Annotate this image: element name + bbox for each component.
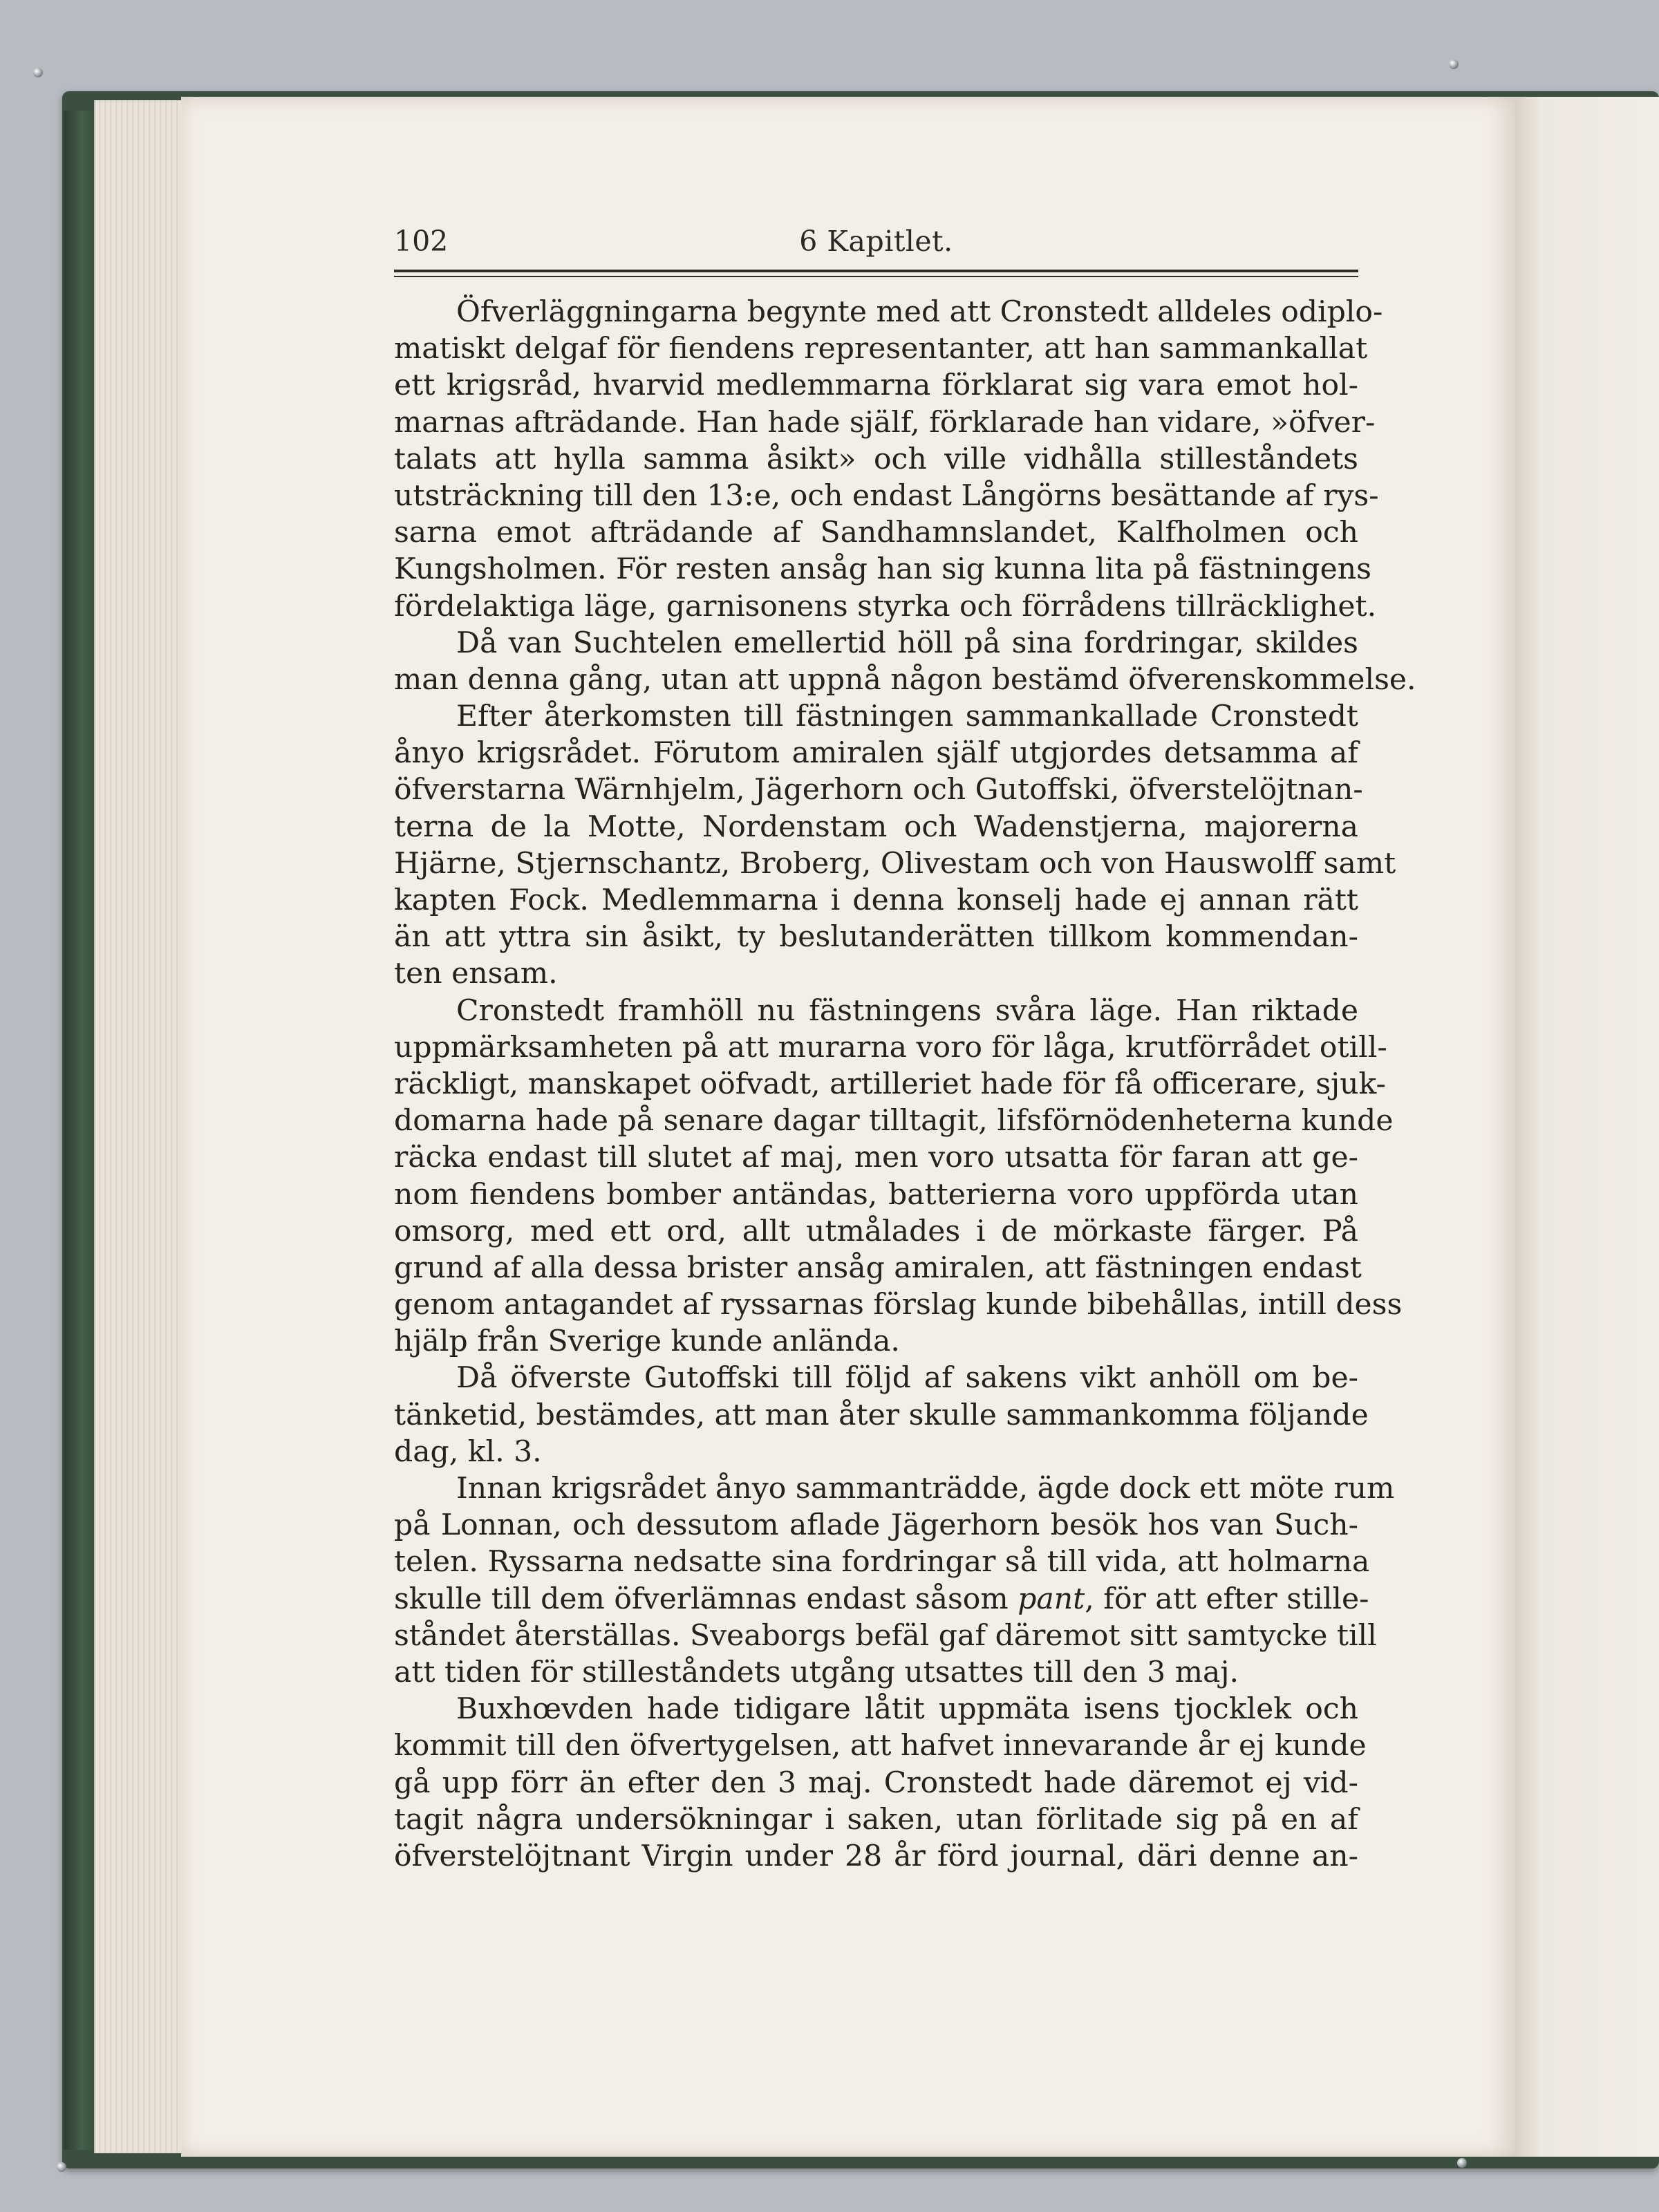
paragraph — [394, 698, 1396, 993]
emphasis-text: pant — [1018, 1582, 1085, 1616]
text-line: än att yttra sin åsikt, ty beslutanderätten tillkom kommendan- — [394, 920, 1358, 955]
text-line: ett krigsråd, hvarvid medlemmarna förklarat sig vara emot hol- — [394, 368, 1358, 403]
text-line: Innan krigsrådet ånyo sammanträdde, ägde dock ett möte rum — [456, 1472, 1395, 1506]
pin-bottom-right-icon — [1457, 2158, 1467, 2168]
text-line: sarna emot afträdande af Sandhamnslandet, Kalfholmen och — [394, 516, 1358, 550]
facing-page — [1510, 97, 1659, 2157]
body-text — [394, 294, 1416, 1875]
text-line: utsträckning till den 13:e, och endast Långörns besättande af rys- — [394, 478, 1379, 513]
text-line: Öfverläggningarna begynte med att Cronstedt alldeles odiplo- — [456, 295, 1383, 329]
text-line: fördelaktiga läge, garnisonens styrka och förrådens tillräcklighet. — [394, 589, 1377, 624]
text-line: räcka endast till slutet af maj, men voro utsatta för faran att ge- — [394, 1141, 1358, 1175]
page-header — [394, 225, 1358, 266]
text-line: domarna hade på senare dagar tilltagit, lifsförnödenheterna kunde — [394, 1104, 1394, 1138]
text-line: ånyo krigsrådet. Förutom amiralen själf utgjordes detsamma af — [394, 736, 1358, 771]
text-line: Hjärne, Stjernschantz, Broberg, Olivestam och von Hauswolff samt — [394, 846, 1396, 881]
text-line: omsorg, med ett ord, allt utmålades i de mörkaste färger. På — [394, 1214, 1358, 1248]
text-line: Kungsholmen. För resten ansåg han sig kunna lita på fästningens — [394, 552, 1371, 587]
text-line: genom antagandet af ryssarnas förslag kunde bibehållas, intill dess — [394, 1288, 1403, 1322]
page-number: 102 — [394, 225, 449, 258]
running-head: 6 Kapitlet. — [799, 225, 953, 258]
paragraph — [394, 1470, 1395, 1691]
text-line: nom fiendens bomber antändas, batterierna voro uppförda utan — [394, 1177, 1358, 1212]
text-line: kommit till den öfvertygelsen, att hafvet innevarande år ej kunde — [394, 1729, 1367, 1763]
text-line: öfverstarna Wärnhjelm, Jägerhorn och Gutoffski, öfverstelöjtnan- — [394, 773, 1363, 807]
text-line: Cronstedt framhöll nu fästningens svåra läge. Han riktade — [456, 993, 1358, 1028]
paragraph — [394, 1360, 1369, 1470]
text-line: dag, kl. 3. — [394, 1434, 542, 1469]
text-line: matiskt delgaf för fiendens representanter, att han sammankallat — [394, 332, 1368, 366]
text-line: Då van Suchtelen emellertid höll på sina fordringar, skildes — [456, 626, 1358, 660]
text-line: räckligt, manskapet oöfvadt, artilleriet hade för få officerare, sjuk- — [394, 1067, 1386, 1101]
text-line: man denna gång, utan att uppnå någon bestämd öfverenskommelse. — [394, 662, 1416, 697]
pin-top-right-icon — [1449, 59, 1459, 69]
text-line: ståndet återställas. Sveaborgs befäl gaf däremot sitt samtycke till — [394, 1618, 1377, 1653]
text-line: på Lonnan, och dessutom aflade Jägerhorn besök hos van Such- — [394, 1508, 1358, 1543]
paragraph — [394, 625, 1416, 698]
text-line: Då öfverste Gutoffski till följd af sakens vikt anhöll om be- — [456, 1361, 1358, 1396]
text-line: Efter återkomsten till fästningen sammankallade Cronstedt — [456, 700, 1358, 734]
text-line: gå upp förr än efter den 3 maj. Cronstedt hade däremot ej vid- — [394, 1765, 1358, 1800]
text-line: talats att hylla samma åsikt» och ville vidhålla stilleståndets — [394, 442, 1358, 476]
paragraph — [394, 993, 1403, 1360]
text-line: att tiden för stilleståndets utgång utsattes till den 3 maj. — [394, 1655, 1239, 1689]
text-line: grund af alla dessa brister ansåg amiralen, att fästningen endast — [394, 1250, 1362, 1285]
text-line: Buxhœvden hade tidigare låtit uppmäta isens tjocklek och — [456, 1692, 1358, 1727]
text-line: skulle till dem öfverlämnas endast såsom pant, för att efter stille- — [394, 1582, 1369, 1616]
text-line: telen. Ryssarna nedsatte sina fordringar så till vida, att holmarna — [394, 1545, 1370, 1580]
text-line: tänketid, bestämdes, att man åter skulle sammankomma följande — [394, 1398, 1369, 1432]
text-line: ten ensam. — [394, 957, 558, 991]
pin-bottom-left-icon — [57, 2162, 66, 2172]
text-line: tagit några undersökningar i saken, utan förlitade sig på en af — [394, 1802, 1358, 1837]
pin-top-left-icon — [33, 68, 43, 77]
page-edges — [94, 100, 185, 2153]
text-line: terna de la Motte, Nordenstam och Wadenstjerna, majorerna — [394, 809, 1358, 844]
text-line: hjälp från Sverige kunde anlända. — [394, 1324, 900, 1359]
text-line: öfverstelöjtnant Virgin under 28 år förd journal, däri denne an- — [394, 1839, 1358, 1873]
text-line: kapten Fock. Medlemmarna i denna konselj hade ej annan rätt — [394, 883, 1358, 917]
header-rule-thick — [394, 270, 1358, 272]
text-line: uppmärksamheten på att murarna voro för låga, krutförrådet otill- — [394, 1030, 1387, 1065]
header-rule-thin — [394, 276, 1358, 277]
text-line: marnas afträdande. Han hade själf, förklarade han vidare, »öfver- — [394, 405, 1376, 440]
paragraph — [394, 294, 1383, 625]
book-spine-edge — [64, 111, 94, 2150]
paragraph — [394, 1691, 1367, 1875]
